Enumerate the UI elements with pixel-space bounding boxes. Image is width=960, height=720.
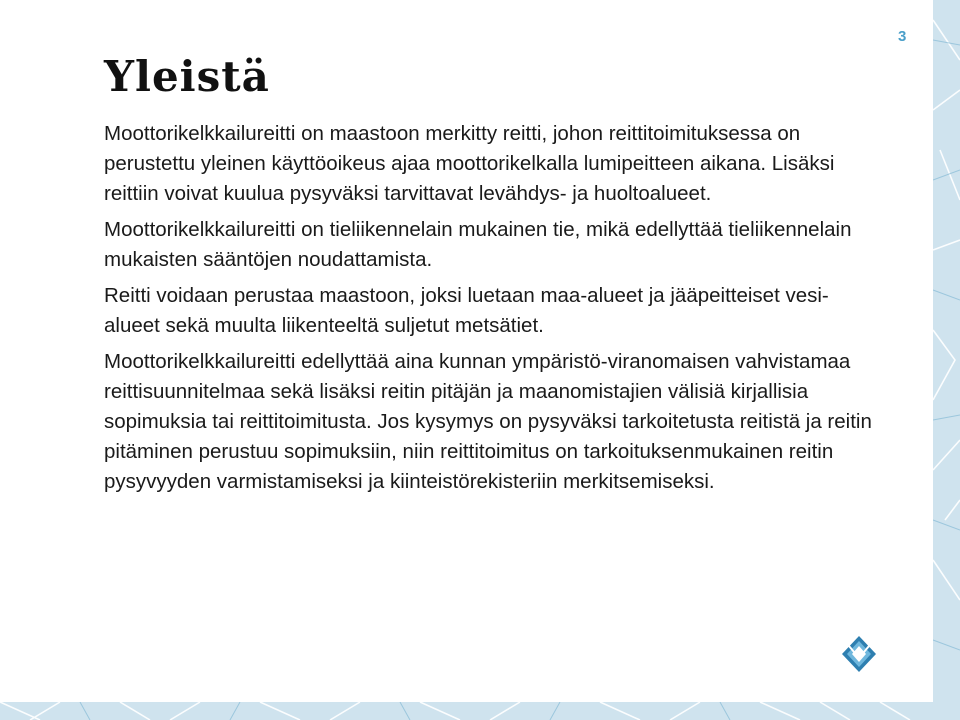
paragraph-4: Moottorikelkkailureitti edellyttää aina kunnan ympäristö-viranomaisen vahvistamaa reittisuunnitelmaa sekä lisäksi reitin pitäjän ja maanomistajien välisiä kirjallisia sopimuksia tai reittitoimitusta. Jos kysymys on pysyväksi tarkoitetusta reitistä ja reitin pitäminen perustuu sopimuksiin, niin reittitoimitus on tarkoituksenmukainen reitin pysyvyyden varmistamiseksi ja kiinteistörekisteriin merkitsemiseksi.: [104, 350, 872, 493]
page-number: 3: [898, 28, 907, 45]
mml-logo-text: [881, 638, 928, 688]
slide-body: [104, 119, 884, 503]
logo-line-1: MML: [881, 637, 925, 658]
logo-line-2: MAAN-: [881, 657, 915, 668]
mml-diamond-icon: [840, 634, 878, 674]
logo-line-4: LAITOS: [881, 677, 918, 688]
paragraph-2: Moottorikelkkailureitti on tieliikennelain mukainen tie, mikä edellyttää tieliikennelain mukaisten sääntöjen noudattamista.: [104, 218, 852, 271]
logo-line-3: MITTAUS-: [881, 667, 929, 678]
mml-logo: [840, 632, 950, 696]
slide-title: Yleistä: [104, 52, 270, 101]
paragraph-1: Moottorikelkkailureitti on maastoon merkitty reitti, johon reittitoimituksessa on perustettu yleinen käyttöoikeus ajaa moottorikelkalla lumipeitteen aikana. Lisäksi reittiin voivat kuulua pysyväksi tarvittavat levähdys- ja huoltoalueet.: [104, 122, 835, 205]
paragraph-3: Reitti voidaan perustaa maastoon, joksi luetaan maa-alueet ja jääpeitteiset vesi-alueet sekä muulta liikenteeltä suljetut metsätiet.: [104, 284, 829, 337]
